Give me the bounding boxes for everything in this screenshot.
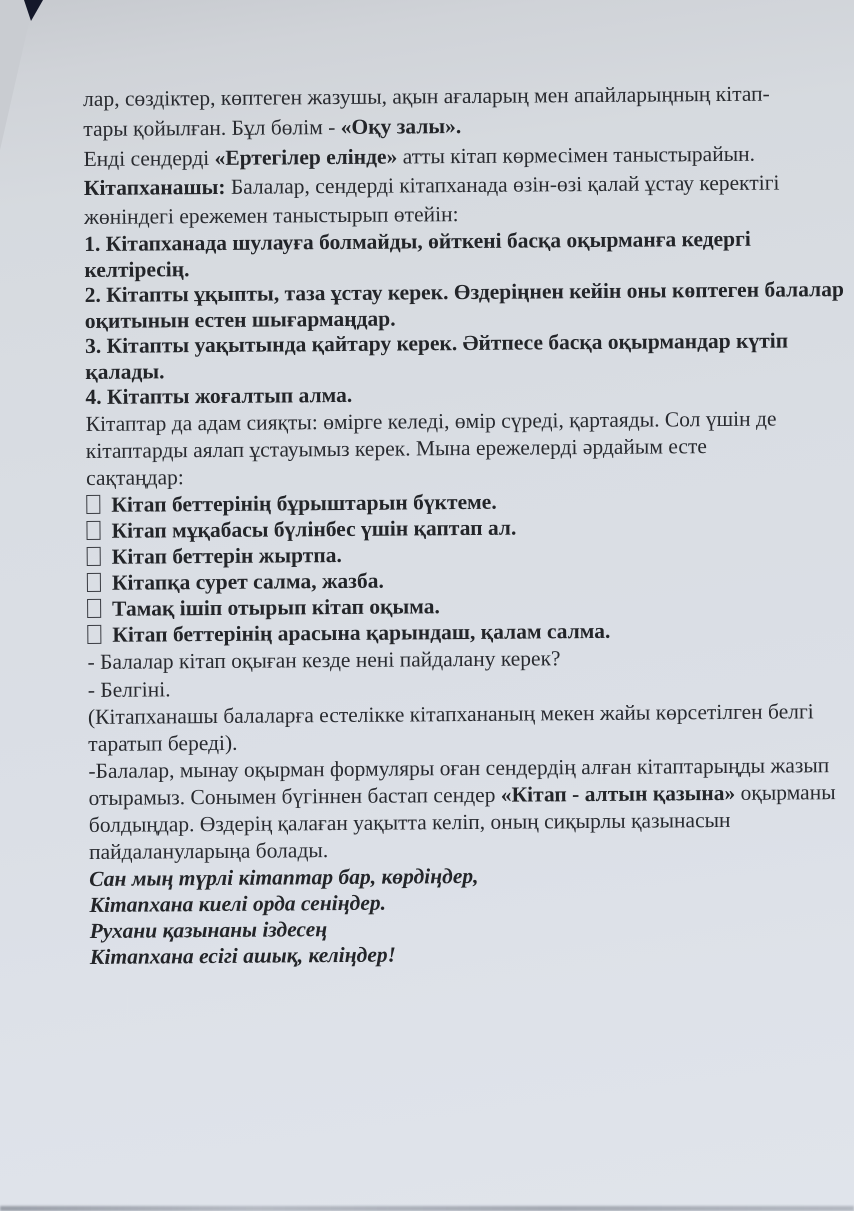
rule-item: 1. Кітапханада шулауға болмайды, өйткені басқа оқырманға кедергі келтіресің. [84, 226, 751, 282]
closing-paragraph: -Балалар, мынау оқырман формуляры оған сендердің алған кітаптарыңды жазып отырамыз. Сонымен бүгіннен бастап сендер «Кітап - алтын қазына» оқырманы болдыңдар. Өздерің қалаған уақытта келіп, оның сиқырлы қазынасын пайдалануларыңа болады. [88, 752, 836, 864]
verse-line: Сан мың түрлі кітаптар бар, көрдіңдер, [89, 863, 479, 891]
checkbox-icon [86, 494, 100, 513]
checkbox-icon [87, 546, 101, 565]
document-text [83, 78, 850, 969]
checklist-item-label: Кітап беттерін жыртпа. [111, 542, 342, 569]
rule-item: 3. Кітапты уақытында қайтару керек. Әйтпесе басқа оқырмандар күтіп қалады. [84, 328, 789, 384]
rule-item: 4. Кітапты жоғалтып алма. [85, 382, 353, 409]
checklist-item-label: Кітапқа сурет салма, жазба. [111, 568, 384, 595]
dialogue-line: - Балалар кітап оқыған кезде нені пайдалану керек? [87, 645, 561, 674]
verse-line: Рухани қазынаны іздесең [89, 916, 328, 943]
intro-line-2: тары қойылған. Бұл бөлім - «Оқу залы». [83, 114, 462, 141]
closing-verse [89, 860, 850, 970]
speaker-label: Кітапханашы: [83, 174, 226, 200]
checklist-item-label: Кітап беттерінің бұрыштарын бүктеме. [111, 489, 497, 517]
checklist-item-label: Кітап мұқабасы бүлінбес үшін қаптап ал. [111, 515, 517, 543]
intro-paragraph [83, 78, 844, 174]
librarian-speech: Балалар, сендерді кітапханада өзін-өзі қалай ұстау керектігі жөніндегі ережемен таныстырып өтейін: [83, 170, 780, 229]
checklist-item-label: Тамақ ішіп отырып кітап оқыма. [112, 593, 440, 621]
checkbox-icon [87, 598, 101, 617]
verse-line: Кітапхана есігі ашық, келіңдер! [89, 942, 397, 969]
rule-item: 2. Кітапты ұқыпты, таза ұстау керек. Өздеріңнен кейін оны көптеген балалар оқитынын естен шығармаңдар. [84, 277, 844, 333]
library-rules-list [84, 226, 845, 410]
book-care-paragraph: Кітаптар да адам сияқты: өмірге келеді, өмір сүреді, қартаяды. Сол үшін де кітаптарды аялап ұстауымыз керек. Мына ережелерді әрдайым есте сақтаңдар: [85, 406, 777, 490]
intro-line-1: лар, сөздіктер, көптеген жазушы, ақын ағаларың мен апайларыңның кітап- [83, 81, 770, 111]
checkbox-icon [87, 572, 101, 591]
section-title-reading-hall: «Оқу залы». [340, 114, 462, 139]
intro-line-3: Енді сендерді «Ертегілер елінде» атты кітап көрмесімен таныстырайын. [83, 141, 756, 171]
reader-club-title: «Кітап - алтын қазына» [500, 780, 736, 807]
stage-direction: (Кітапханашы балаларға естелікке кітапхананың мекен жайы көрсетілген белгі таратып береді). [87, 698, 814, 756]
photo-bottom-edge-shadow [0, 1206, 854, 1211]
exhibition-title: «Ертегілер елінде» [214, 144, 398, 170]
checkbox-icon [86, 520, 100, 539]
librarian-paragraph [84, 168, 844, 232]
dialogue-line: - Белгіні. [87, 676, 171, 702]
dialogue-block [87, 642, 847, 704]
verse-line: Кітапхана киелі орда сеніңдер. [89, 890, 387, 917]
checkbox-icon [87, 624, 101, 643]
checklist-item-label: Кітап беттерінің арасына қарындаш, қалам салма. [112, 618, 611, 647]
book-care-checklist [86, 486, 847, 648]
